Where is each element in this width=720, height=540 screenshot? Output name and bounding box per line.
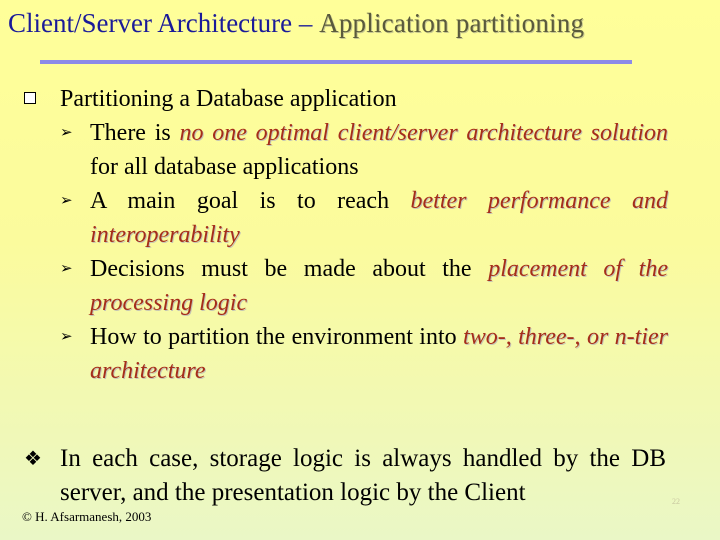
sub-item-text: How to partition the environment into: [90, 324, 464, 350]
sub-item-emphasis: placement of the processing logic: [90, 256, 668, 316]
copyright-footer: © H. Afsarmanesh, 2003: [22, 509, 152, 524]
sub-item-text: A main goal is to reach: [90, 188, 411, 214]
title-main: Client/Server Architecture –: [8, 8, 313, 38]
list-item: [24, 184, 668, 252]
summary-note-text: In each case, storage logic is always handled by the DB server, and the presentation logic by the Client: [60, 445, 666, 506]
slide-title: [8, 8, 584, 39]
sub-item-emphasis: no one optimal client/server architecture solution: [179, 120, 669, 146]
diamond-bullet-icon: ❖: [24, 448, 42, 470]
page-number: 22: [672, 497, 680, 506]
summary-note: [24, 442, 666, 510]
arrowhead-bullet-icon: ➢: [60, 193, 73, 209]
sub-item-text: for all database applications: [90, 154, 359, 180]
main-bullet: [24, 82, 684, 116]
sub-item-emphasis: better performance and interoperability: [90, 188, 668, 248]
list-item: [24, 320, 668, 388]
sub-item-text: There is: [90, 120, 180, 146]
list-item: [24, 116, 668, 184]
arrowhead-bullet-icon: ➢: [60, 125, 73, 141]
title-subtitle: Application partitioning: [319, 8, 585, 38]
arrowhead-bullet-icon: ➢: [60, 261, 73, 277]
slide-body: [24, 82, 684, 388]
title-divider: [40, 60, 632, 64]
hollow-square-bullet-icon: [24, 92, 36, 104]
main-bullet-text: Partitioning a Database application: [60, 86, 397, 112]
sub-item-text: Decisions must be made about the: [90, 256, 489, 282]
arrowhead-bullet-icon: ➢: [60, 329, 73, 345]
list-item: [24, 252, 668, 320]
sub-bullet-list: [24, 116, 684, 388]
sub-item-emphasis: two-, three-, or n-tier architecture: [90, 324, 669, 384]
